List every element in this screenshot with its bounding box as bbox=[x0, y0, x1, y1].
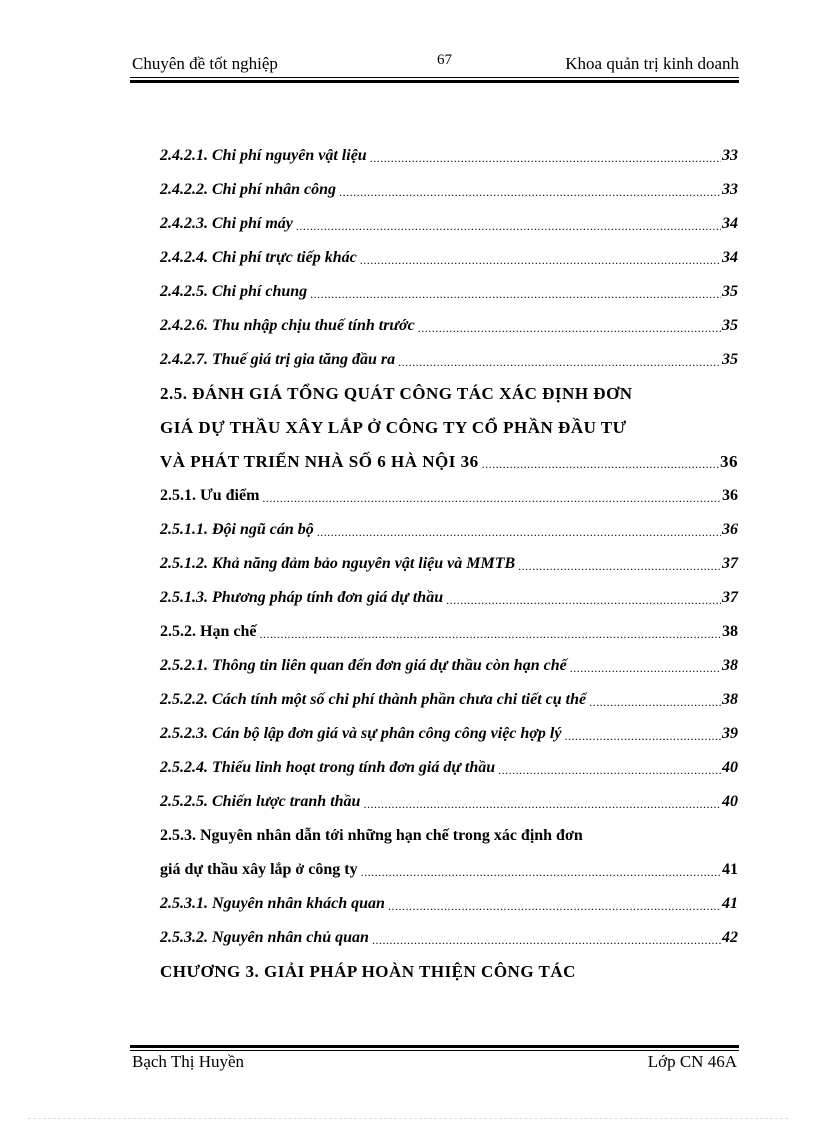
toc-entry bbox=[160, 378, 738, 404]
toc-entry-title: 2.5.1.1. Đội ngũ cán bộ bbox=[160, 521, 314, 538]
toc-entry-title: 2.5.1.2. Khả năng đảm bảo nguyên vật liệu và MMTB bbox=[160, 555, 516, 572]
toc-entry bbox=[160, 650, 738, 676]
toc-entry bbox=[160, 412, 738, 438]
toc-entry bbox=[160, 480, 738, 506]
toc-entry bbox=[160, 446, 738, 472]
toc-entry-page: 41 bbox=[722, 895, 738, 912]
toc-entry bbox=[160, 514, 738, 540]
toc-entry-title: 2.5.2.1. Thông tin liên quan đến đơn giá dự thầu còn hạn chế bbox=[160, 657, 567, 674]
toc-leader-dots bbox=[498, 762, 721, 778]
toc-leader-dots bbox=[361, 864, 721, 880]
toc-entry-page: 35 bbox=[722, 351, 738, 368]
toc-leader-dots bbox=[482, 456, 719, 472]
toc-entry bbox=[160, 616, 738, 642]
header-page-number: 67 bbox=[437, 52, 452, 68]
toc-entry-title: 2.5.2.5. Chiến lược tranh thầu bbox=[160, 793, 361, 810]
toc-entry-title: 2.4.2.5. Chi phí chung bbox=[160, 283, 308, 300]
toc-entry-page: 33 bbox=[722, 147, 738, 164]
header-left: Chuyên đề tốt nghiệp bbox=[132, 54, 278, 73]
toc-entry-title: 2.4.2.6. Thu nhập chịu thuế tính trước bbox=[160, 317, 415, 334]
toc-entry-title: GIÁ DỰ THẦU XÂY LẮP Ở CÔNG TY CỔ PHẦN ĐẦU TƯ bbox=[160, 418, 627, 437]
toc-entry-title: 2.4.2.3. Chi phí máy bbox=[160, 215, 293, 232]
toc-entry bbox=[160, 752, 738, 778]
toc-entry-title: VÀ PHÁT TRIỂN NHÀ SỐ 6 HÀ NỘI 36 bbox=[160, 452, 479, 471]
page-footer bbox=[130, 1052, 739, 1076]
toc-entry bbox=[160, 310, 738, 336]
toc-leader-dots bbox=[418, 320, 721, 336]
toc-entry-page: 40 bbox=[722, 759, 738, 776]
footer-author: Bạch Thị Huyền bbox=[132, 1052, 245, 1071]
toc-entry-page: 35 bbox=[722, 283, 738, 300]
toc-leader-dots bbox=[372, 932, 721, 948]
toc-entry-page: 39 bbox=[722, 725, 738, 742]
toc-entry bbox=[160, 582, 738, 608]
toc-leader-dots bbox=[446, 592, 721, 608]
toc-entry-title: 2.5.2.2. Cách tính một số chi phí thành phần chưa chi tiết cụ thể bbox=[160, 691, 587, 708]
header-rule-thick bbox=[130, 80, 739, 83]
toc-entry-title: 2.4.2.4. Chi phí trực tiếp khác bbox=[160, 249, 357, 266]
toc-entry-page: 36 bbox=[722, 487, 738, 504]
toc-entry bbox=[160, 276, 738, 302]
footer-class: Lớp CN 46A bbox=[647, 1052, 737, 1071]
toc-entry-page: 38 bbox=[722, 657, 738, 674]
toc-entry bbox=[160, 174, 738, 200]
toc-entry-page: 37 bbox=[722, 589, 738, 606]
toc-entry bbox=[160, 208, 738, 234]
toc-leader-dots bbox=[317, 524, 721, 540]
toc-entry bbox=[160, 718, 738, 744]
toc-entry bbox=[160, 344, 738, 370]
toc-leader-dots bbox=[589, 694, 721, 710]
toc-entry-page: 38 bbox=[722, 623, 738, 640]
toc-leader-dots bbox=[570, 660, 721, 676]
toc-entry-page: 34 bbox=[722, 249, 738, 266]
toc-entry-page: 34 bbox=[722, 215, 738, 232]
toc-leader-dots bbox=[262, 490, 721, 506]
toc-entry-page: 37 bbox=[722, 555, 738, 572]
toc-entry bbox=[160, 684, 738, 710]
toc-entry-title: 2.5.2. Hạn chế bbox=[160, 623, 257, 640]
toc-entry-title: 2.5.2.3. Cán bộ lập đơn giá và sự phân công công việc hợp lý bbox=[160, 725, 562, 742]
header-right: Khoa quản trị kinh doanh bbox=[565, 54, 739, 73]
page-header bbox=[130, 50, 739, 80]
toc-leader-dots bbox=[518, 558, 721, 574]
toc-entry bbox=[160, 820, 738, 846]
toc-entry-title: 2.4.2.7. Thuế giá trị gia tăng đầu ra bbox=[160, 351, 396, 368]
toc-entry-page: 35 bbox=[722, 317, 738, 334]
page-edge-divider bbox=[28, 1118, 788, 1119]
header-rule-thin bbox=[130, 77, 739, 78]
toc-entry bbox=[160, 548, 738, 574]
toc-entry-title: 2.5.1.3. Phương pháp tính đơn giá dự thầu bbox=[160, 589, 444, 606]
toc-entry-page: 41 bbox=[722, 861, 738, 878]
toc-leader-dots bbox=[370, 150, 721, 166]
toc-entry-title: 2.5.3. Nguyên nhân dẫn tới những hạn chế trong xác định đơn bbox=[160, 827, 583, 844]
toc-entry-title: 2.5. ĐÁNH GIÁ TỔNG QUÁT CÔNG TÁC XÁC ĐỊNH ĐƠN bbox=[160, 384, 633, 403]
toc-entry-title: 2.5.2.4. Thiếu linh hoạt trong tính đơn giá dự thầu bbox=[160, 759, 496, 776]
toc-leader-dots bbox=[310, 286, 721, 302]
toc-entry bbox=[160, 888, 738, 914]
toc-leader-dots bbox=[398, 354, 721, 370]
toc-entry-title: 2.5.3.2. Nguyên nhân chủ quan bbox=[160, 929, 369, 946]
toc-entry-page: 36 bbox=[720, 452, 738, 471]
toc-entry-title: 2.5.3.1. Nguyên nhân khách quan bbox=[160, 895, 385, 912]
toc-entry-page: 38 bbox=[722, 691, 738, 708]
toc-entry-title: giá dự thầu xây lắp ở công ty bbox=[160, 861, 358, 878]
toc-entry-title: 2.5.1. Ưu điểm bbox=[160, 487, 260, 504]
toc-entry-page: 33 bbox=[722, 181, 738, 198]
toc-entry-title: 2.4.2.2. Chi phí nhân công bbox=[160, 181, 337, 198]
toc-entry bbox=[160, 956, 738, 982]
toc-entry-page: 36 bbox=[722, 521, 738, 538]
toc-leader-dots bbox=[564, 728, 721, 744]
toc-leader-dots bbox=[388, 898, 721, 914]
toc-entry-title: CHƯƠNG 3. GIẢI PHÁP HOÀN THIỆN CÔNG TÁC bbox=[160, 962, 576, 981]
toc-entry bbox=[160, 140, 738, 166]
toc-entry bbox=[160, 786, 738, 812]
toc-leader-dots bbox=[363, 796, 721, 812]
footer-rule-thin bbox=[130, 1050, 739, 1051]
toc-entry bbox=[160, 922, 738, 948]
toc-leader-dots bbox=[259, 626, 721, 642]
toc-entry bbox=[160, 854, 738, 880]
toc-entry-page: 42 bbox=[722, 929, 738, 946]
footer-rule-thick bbox=[130, 1045, 739, 1048]
toc-leader-dots bbox=[296, 218, 721, 234]
toc-leader-dots bbox=[360, 252, 721, 268]
toc-entry-title: 2.4.2.1. Chi phí nguyên vật liệu bbox=[160, 147, 367, 164]
toc-entry-page: 40 bbox=[722, 793, 738, 810]
toc-leader-dots bbox=[339, 184, 721, 200]
toc-entry bbox=[160, 242, 738, 268]
